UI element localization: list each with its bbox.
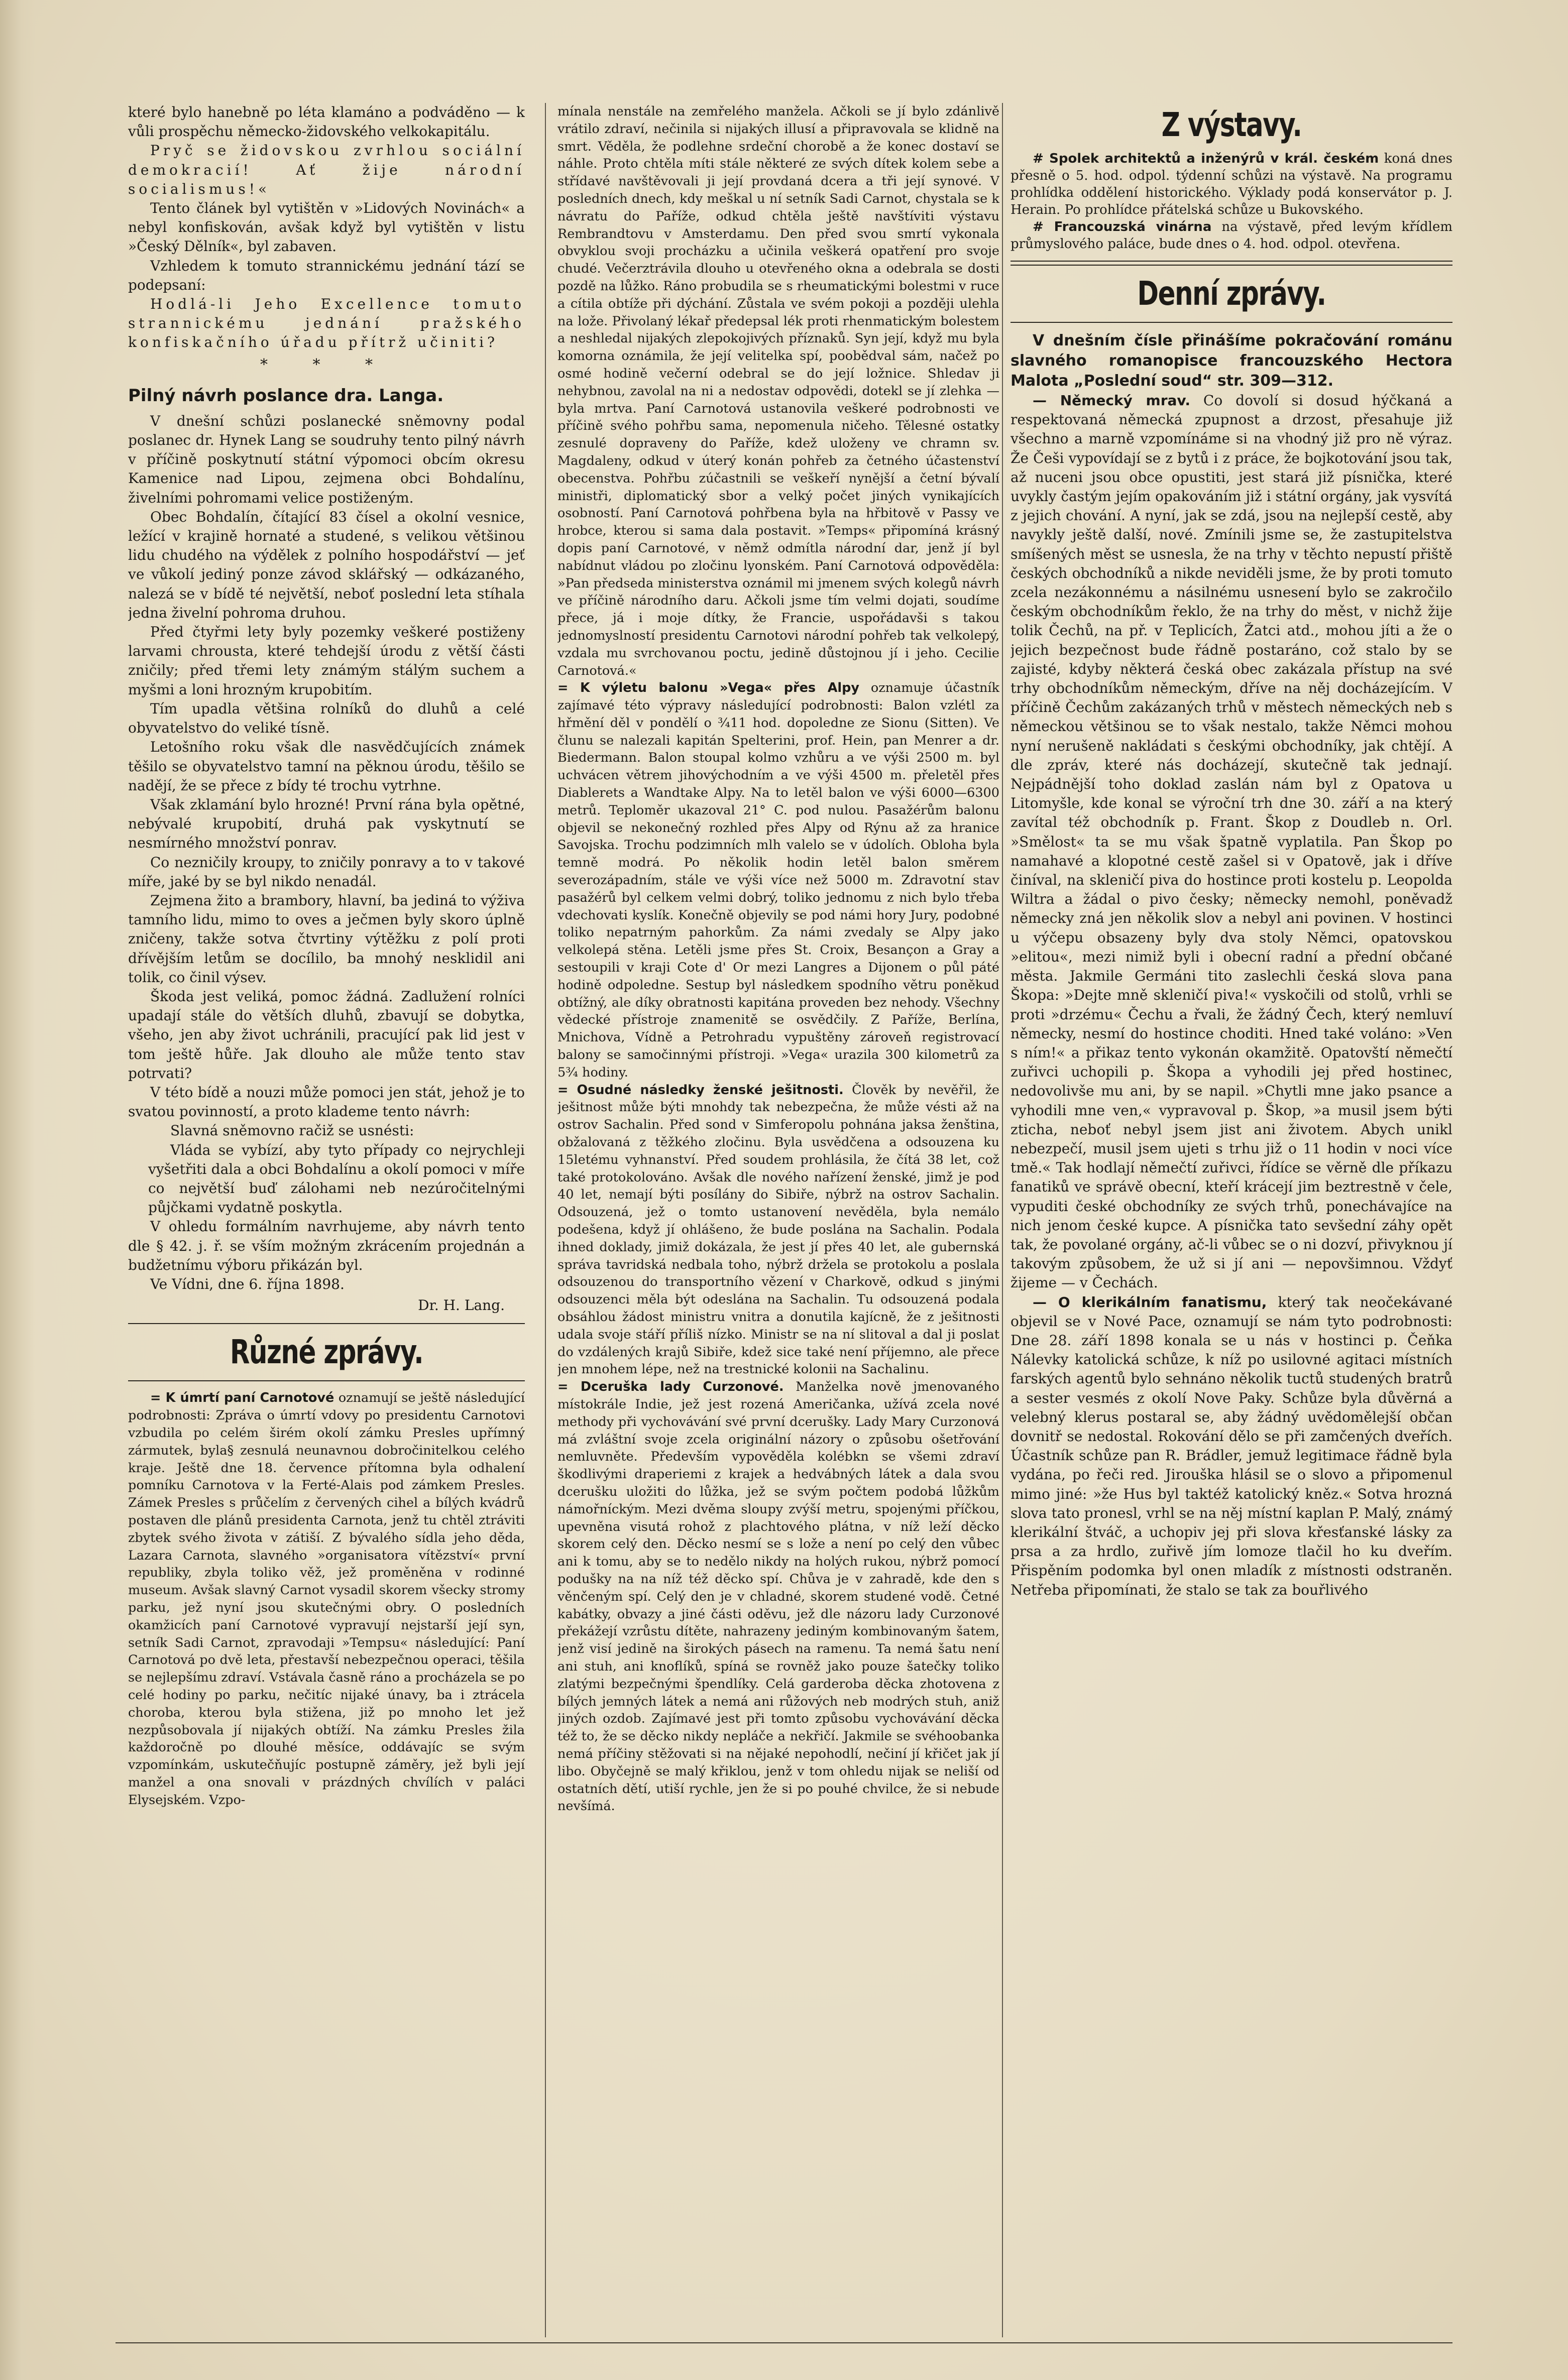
item-lead: # Spolek architektů a inženýrů v král. českém	[1033, 151, 1379, 166]
paragraph: V ohledu formálním navrhujeme, aby návrh tento dle § 42. j. ř. se vším možným zkrácením projednán a budžetnímu výboru přikázán byl.	[128, 1218, 525, 1273]
item-text: oznamuje účastník zajímavé této výpravy následující podrobnosti: Balon vzlétl za hřmění děl v pondělí o ¾11 hod. dopoledne ze Sionu (Sitten). Ve člunu se nalezali kapitán Spelterini, prof. Hein, pan Menrer a dr. Biedermann. Balon stoupal kolmo vzhůru a ve výši 2500 m. byl uchvácen větrem jihovýchodním a ve výši 4500 m. přeletěl přes Diablerets a Wandtake Alpy. Na to letěl balon ve výši 6000—6300 metrů. Teploměr ukazoval 21° C. pod nulou. Pasažérům balonu objevil se nekonečný rozhled přes Alpy od Rýnu až za hranice Savojska. Trochu podzimních mlh valelo se v údolích. Obloha byla temně modrá. Po několik hodin letěl balon směrem severozápadním, stále ve výši více než 5000 m. Zdravotní stav pasažérů byl celkem velmi dobrý, toliko jednomu z nich bylo třeba vdechovati kyslík. Konečně objevily se pod námi hory Jury, podobné toliko nepatrným pahorkům. Za námi zvedaly se Alpy jako velkolepá stěna. Letěli jsme přes St. Croix, Besançon a Gray a sestoupili v kraji Cote d' Or mezi Langres a Dijonem o půl páté hodině odpoledne. Sestup byl následkem spodního větru poněkud obtížný, ale díky obratnosti kapitána proveden bez nehody. Všechny vědecké přístroje znamenitě se osvědčily. Z Paříže, Berlína, Mnichova, Vídně a Petrohradu vypuštěny zároveň registrovací balony se samočinnými přístroji. »Vega« urazila 300 kilometrů za 5¾ hodiny.	[557, 680, 999, 1080]
item-lead: = K úmrtí paní Carnotové	[150, 1390, 334, 1406]
item-text: Manželka nově jmenovaného místokrále Indie, jež jest rozená Američanka, užívá zcela nové methody při vychovávání své první dcerušky. Lady Mary Curzonová má zvláštní svoje zcela originální názory o způsobu ošetřování nemluvněte. Především vypověděla kolébkn se všemi zdraví škodlivými draperiemi z krajek a hedvábných látek a dala svou dcerušku uložiti do lůžka, jež se svým počtem podobá lůžkům námořníckým. Mezi dvěma sloupy zvýší metru, spojenými příčkou, upevněna visutá rohož z plachtového plátna, v níž leží děcko skorem celý den. Děcko nesmí se s lože a není po celý den vůbec ani k tomu, aby se to nedělo nikdy na holých rukou, nýbrž pomocí podušky na na níž též děcko spí. Chůva je v zahradě, kde den s věnčeným spí. Celý den je v chladné, skorem studené vodě. Četné kabátky, obvazy a jiné části oděvu, jež dle názoru lady Curzonové překážejí vzrůstu dítěte, nahrazeny jediným kombinovaným šatem, jenž visí jedině na širokých pásech na ramenu. Ta nemá šatu není ani stuh, ani knoflíků, spíná se rovněž jako pouze šatečky toliko zlatými bezpečnými špendlíky. Celá garderoba děcka zhotovena z bílých jemných látek a nemá ani růžových neb modrých stuh, aniž jiných ozdob. Zajímavé jest při tomto způsobu vychovávání děcka též to, že se děcko nikdy nepláče a nekřičí. Jakmile se svéhoobanka nemá příčiny stěžovati si na nějaké nepohodlí, nečiní jí křičet jak jí libo. Obyčejně se malý křiklou, jenž v tom ohledu nijak se neliší od ostatních dětí, utiší rychle, jen že si po pouhé chvilce, že si nebude nevšímá.	[557, 1379, 999, 1814]
paragraph: Pryč se židovskou zvrhlou sociální demokracií! Ať žije národní socialismus!«	[128, 142, 525, 197]
item-text: oznamují se ještě následující podrobnosti: Zpráva o úmrtí vdovy po presidentu Carnotovi vzbudila po celém širém okolí zámku Presles upřímný zármutek, byla§ zesnulá neunavnou dobročinitelkou celého kraje. Ještě dne 18. července přítomna byla odhalení pomníku Carnotova v la Ferté-Alais pod zámkem Presles. Zámek Presles s průčelím z červených cihel a bílých kvádrů postaven dle plánů presidenta Carnota, jenž tu chtěl ztráviti zbytek svého života v zátiší. Z bývalého sídla jeho děda, Lazara Carnota, slavného »organisatora vítězství« první republiky, zbyla toliko věž, jež proměněna v rodinné museum. Avšak slavný Carnot vysadil skorem všecky stromy parku, jež nyní jsou skutečnými obry. O posledních okamžicích paní Carnotové vypravují nejstarší její syn, setník Sadi Carnot, zpravodaji »Tempsu« následující: Paní Carnotová po dvě leta, přestavší nebezpečnou operaci, těšila se nejlepšímu zdraví. Vstávala časně ráno a procházela se po celé hodiny po parku, nečitíc nijaké únavy, ba i ztrácela choroba, kterou byla stižena, již po mnoho let jež nezpůsobovala jí nijakých obtíží. Na zámku Presles žila každoročně po dlouhé měsíce, oddávajíc se svým vzpomínkám, uskutečňujíc postupně záměry, jež byli její manžel a ona snovali v prázdných chvílích v paláci Elysejském. Vzpo-	[128, 1390, 525, 1808]
item-lead: = K výletu balonu »Vega« přes Alpy	[557, 680, 860, 696]
divider	[128, 1323, 525, 1324]
paragraph: Škoda jest veliká, pomoc žádná. Zadlužení rolníci upadají stále do větších dluhů, zbavují se dobytka, všeho, jen aby život uchránili, pracující pak lid jest v tom ještě hůře. Jak dlouho ale může tento stav potrvati?	[128, 988, 525, 1082]
paragraph	[1011, 1293, 1452, 1600]
item-lead: = Dceruška lady Curzonové.	[557, 1379, 784, 1395]
paragraph: Letošního roku však dle nasvědčujících známek těšilo se obyvatelstvo tamní na pěknou úrodu, těšilo se nadějí, že se přece z bídy té trochu vytrhne.	[128, 739, 525, 794]
item-text: na výstavě, před levým křídlem průmyslového paláce, bude dnes o 4. hod. odpol. otevřena.	[1011, 219, 1452, 252]
paragraph: Vláda se vybízí, aby tyto případy co nejrychleji vyšetřiti dala a obci Bohdalínu a okolí pomoci v míře co největší buď zálohami neb nezúročitelnými půjčkami vydatně poskytla.	[148, 1141, 525, 1216]
section-heading: Různé zprávy.	[230, 1333, 423, 1372]
dateline: Ve Vídni, dne 6. října 1898.	[150, 1275, 345, 1292]
item-lead: = Osudné následky ženské ješitnosti.	[557, 1082, 844, 1098]
item-text: Člověk by nevěřil, že ješitnost může býti mnohdy tak nebezpečna, že může vésti až na ostrov Sachalin. Před sond v Simferopolu pohnána jaksa ženština, obžalovaná z těžkého zločinu. Byla usvědčena a odsouzena ku 15letému vyhnanství. Před soudem prohlásila, že čítá 38 let, což také protokolováno. Avšak dle nového nařízení ženské, jimž je pod 40 let, nemají býti posílány do Sibiře, nýbrž na ostrov Sachalin. Odsouzená, jež o tomto ustanovení nevěděla, byla nemálo podešena, když jí ohlášeno, že bude poslána na Sachalin. Podala ihned doklady, jimiž dokázala, že jest jí přes 40 let, ale gubernská správa tavridská nedbala toho, nýbrž držela se protokolu a poslala odsouzenou do transportního vězení v Charkově, odkud s jinými odsouzenci měla být odeslána na Sachalin. Tu odsouzená podala obsáhlou žádost ministru vnitra a donutila kajícně, že z ješitnosti udala svoje stáří příliš nízko. Ministr se na ní slitoval a dal ji poslat do vzdálených krajů Sibiře, kdež sice také není příjemno, ale přece jen mnohem lépe, než na trestnické kolonii na Sachalinu.	[557, 1082, 999, 1377]
page-edge	[0, 0, 35, 2380]
paragraph: Co nezničily kroupy, to zničily ponravy a to v takové míře, jaké by se byl nikdo nenadál.	[128, 854, 525, 890]
item-text: Co dovolí si dosud hýčkaná a respektovaná německá zpupnost a drzost, přesahuje již všechno a marně vzpomínáme si na vhodný již pro ně výraz. Že Češi vypovídají se z bytů i z práce, že bojkotování jsou tak, až nuceni jsou obce opustiti, jest stará již písnička, které uvykly častým jejím opakováním již i státní orgány, jak vysvítá z jejich chování. A nyní, jak se zdá, jsou na nejlepší cestě, aby navykly ještě další, nové. Zmínili jsme se, že zastupitelstva smíšených měst se usnesla, že na trhy v těchto nepustí přiště českých obchodníků a nikde neviděli jsme, že by proti tomuto zcela nezákonnému a násilnému usnesení bylo se zakročilo českým obchodníkům řeklo, že na trhy do měst, v nichž žije tolik Čechů, na př. v Teplicích, Žatci atd., mohou jíti a že o jejich bezpečnost bude řádně postaráno, což stalo by se zajisté, kdyby některá česká obec zakázala přístup na své trhy obchodníkům německým, dříve na něj docházejícím. V příčině Čechům zakázaných trhů v městech německých neb s německou většinou se to však nestalo, takže Němci mohou nyní nerušeně nakládati s českými obchodníky, jak chtějí. A dle zpráv, které nás docházejí, skutečně tak jednají. Nejpádnější toho doklad zaslán nám byl z Opatova u Litomyšle, kde konal se výroční trh dne 30. září a na který zavítal též obchodník p. Frant. Škop z Doudleb n. Orl. »Smělost« ta se mu však špatně vyplatila. Pan Škop po namahavé a klopotné cestě zašel si v Opatově, jak i dříve činíval, na skleničí piva do hostince proti kostelu p. Leopolda Wiltra a žádal o pivo česky; německy nemohl, poněvadž německy zná jen několik slov a nebyl ani povinen. V hostinci u výčepu obsazeny byly dva stoly Němci, opatovskou »elitou«, mezi nimiž byli i obecní radní a přední občané města. Jakmile Germáni tito zaslechli česká slova pana Škopa: »Dejte mně skleničí piva!« vyskočili od stolů, vrhli se proti »drzému« Čechu a řvali, že žádný Čech, který nemluví německy, nesmí do hostince choditi. Hned také voláno: »Ven s ním!« a přikaz tento vykonán okamžitě. Opatovští němečtí zuřivci uchopili p. Škopa a vyhodili jej před hostinec, nedovolivše mu ani, by se napil. »Chytli mne jako psance a vyhodili mne ven,« vypravoval p. Škop, »a musil jsem býti zticha, neboť nebyl jsem jist ani životem. Abych unikl nebezpečí, musil jsem ujeti s trhu již o 11 hodin v noci více tmě.« Tak hodlají němečtí zuřivci, řídíce se věrně dle příkazu fanatiků ve správě obecní, kteří krácejí jim beztrestně v čele, vypuditi české obchodníky ze svých trhů, ponechávajíce na nich jenom české kupce. A písnička tato sevšední záhy opět tak, že povolané orgány, ač-li vůbec se o ni dozví, přivyknou jí takovým způsobem, že už si jí ani — nepovšimnou. Vždyť žijeme — v Čechách.	[1011, 392, 1452, 1291]
column-rule	[545, 103, 546, 2337]
paragraph: mínala nenstále na zemřelého manžela. Ačkoli se jí bylo zdánlivě vrátilo zdraví, nečinila si nijakých illusí a připravovala se klidně na smrt. Věděla, že podlehne srdeční chorobě a že konec dostaví se náhle. Proto chtěla míti stále některé ze svých dítek kolem sebe a střídavé navštěvovali ji její provdaná dcera a tři její synové. V posledních dnech, kdy meškal u ní setník Sadi Carnot, chystala se k návratu do Paříže, odkud chtěla ještě navštíviti výstavu Rembrandtovu v Amsterdamu. Den před svou smrtí vykonala obvyklou svoji procházku a učinila veškerá opatření pro svoje chudé. Večerztrávila dlouho u otevřeného okna a odebrala se dosti pozdě na lůžko. Ráno probudila se s rheumatickými bolestmi v ruce a cítila obtíže při dýchání. Zůstala ve svém pokoji a později ulehla na lože. Přivolaný lékař předepsal lék proti rhenmatickým bolestem a neshledal nijakých zlepokojivých příznaků. Syn její, když mu byla komorna oznámila, že její velitelka spí, poobědval sám, načež po osmé hodině večerní odebral se do její ložnice. Shledav ji nehybnou, zavolal na ni a nedostav odpovědi, dotekl se jí zlehka — byla mrtva. Paní Carnotová ustanovila veškeré podrobnosti ve příčině svého pohřbu sama, nepomenula ničeho. Tělesné ostatky zesnulé dopraveny do Paříže, kdež uloženy ve chramn sv. Magdaleny, odkud v úterý konán pohřeb za četného účastenství obecenstva. Pohřbu zúčastnili se veškeří nynější a četní bývalí ministři, diplomatický sbor a velký počet jiných vynikajících osobností. Paní Carnotová pohřbena byla na hřbitově v Passy ve hrobce, kterou si sama dala postavit. »Temps« připomíná krásný dopis paní Carnotové, v němž odmítla národní dar, jenž jí byl nabídnut vládou po zločinu lyonském. Paní Carnotová odpověděla: »Pan předseda ministerstva oznámil mi jmenem svých kolegů návrh ve příčině národního daru. Ačkoli jsme tím velmi dojati, soudíme přece, já i moje dítky, že Francie, uspořádavši s takou jednomyslností presidentu Carnotovi národní pohřeb tak velkolepý, vzdala mu svrchovanou poctu, jedině důstojnou jí i jeho. Cecilie Carnotová.«	[557, 104, 999, 678]
paragraph: V této bídě a nouzi může pomoci jen stát, jehož je to svatou povinností, a proto klademe tento návrh:	[128, 1084, 525, 1120]
item-text: koná dnes přesně o 5. hod. odpol. týdenní schůzi na výstavě. Na programu prohlídka oddělení historického. Výklady podá konservátor p. J. Herain. Po prohlídce přátelská schůze u Bukovského.	[1011, 151, 1452, 217]
paragraph: Hodlá-li Jeho Excellence tomuto strannickému jednání pražského konfiskačního úřadu přítrž učiniti?	[128, 296, 525, 351]
paragraph: V dnešní schůzi poslanecké sněmovny podal poslanec dr. Hynek Lang se soudruhy tento pilný návrh v příčině poskytnutí státní výpomoci obcím okresu Kamenice nad Lipou, zejmena obci Bohdalínu, živelními pohromami velice postiženým.	[128, 412, 525, 506]
item-lead: — Německý mrav.	[1033, 392, 1191, 409]
paragraph: Zejmena žito a brambory, hlavní, ba jediná to výživa tamního lidu, mimo to oves a ječmen byly skoro úplně zničeny, takže sotva čtvrtiny výtěžku z polí proti dřívějším letům se docílilo, ba mnohý nesklidil ani tolik, co činil výsev.	[128, 892, 525, 986]
paragraph	[557, 679, 999, 1081]
item-lead: # Francouzská vinárna	[1033, 219, 1212, 234]
paragraph	[1011, 218, 1452, 253]
item-lead: — O klerikálním fanatismu,	[1033, 1293, 1267, 1311]
separator-dots: * * *	[260, 355, 393, 374]
divider	[1011, 261, 1452, 266]
paragraph: Obec Bohdalín, čítající 83 čísel a okolní vesnice, ležící v krajině hornaté a studené, s velikou většinou lidu chudého na výdělek z polního hospodářství — jeť ve vůkolí jediný ponze závod sklářský — odkázaného, nalezá se v bídě té největší, neboť poslední leta stíhala jedna živelní pohroma druhou.	[128, 508, 525, 621]
paragraph	[557, 1082, 999, 1379]
section-heading: Z výstavy.	[1161, 105, 1302, 144]
paragraph: Však zklamání bylo hrozné! První rána byla opětné, nebývalé krupobití, druhá pak vyskytnutí se nesmírného množství ponrav.	[128, 796, 525, 852]
column-2	[557, 103, 999, 2337]
column-3	[1011, 103, 1452, 2337]
paragraph	[128, 1389, 525, 1809]
paragraph	[557, 1378, 999, 1815]
paragraph	[1011, 150, 1452, 218]
section-heading: Denní zprávy.	[1137, 274, 1326, 313]
divider	[128, 1380, 525, 1381]
paragraph: které bylo hanebně po léta klamáno a podváděno — k vůli prospěchu německo-židovského velkokapitálu.	[128, 104, 525, 140]
item-text: který tak neočekávané objevil se v Nové Pace, oznamují se nám tyto podrobnosti: Dne 28. září 1898 konala se u nás v hostinci p. Čeňka Nálevky katolická schůze, k níž po usilovné agitaci místních farských agentů bylo sehnáno několik tuctů studených bratrů a sester vesmés z okolí Nove Paky. Schůze byla důvěrná a velebný klerus postaral se, aby žádný uvědomělejší občan dovnitř se nedostal. Rokování dělo se při zamčených dveřích. Účastník schůze pan R. Brádler, jemuž legitimace řádně byla vydána, po řeči red. Jirouška hlásil se o slovo a připomenul mimo jiné: »že Hus byl taktéž katolický kněz.« Sotva hrozná slova tato pronesl, vrhl se na něj místní kaplan P. Malý, známý klerikální štváč, a uchopiv jej při slova křesťanské lásky za prsa a za hrdlo, zuřivě jím lomoze tlačil ho ku dveřím. Přispěním podomka byl onen mladík z místnosti odstraněn. Netřeba připomínati, že stalo se tak za bouřlivého	[1011, 1293, 1452, 1598]
divider	[1011, 322, 1452, 323]
paragraph: Vzhledem k tomuto strannickému jednání tází se podepsaní:	[128, 257, 525, 293]
paragraph: Před čtyřmi lety byly pozemky veškeré postiženy larvami chrousta, které tehdejší úrodu z větší části zničily; před třemi lety známým stálým suchem a myšmi a loni hrozným krupobitím.	[128, 624, 525, 698]
signature: Dr. H. Lang.	[418, 1297, 505, 1314]
paragraph: Slavná sněmovno račiž se usnésti:	[170, 1122, 414, 1139]
paragraph: Tento článek byl vytištěn v »Lidových Novinách« a nebyl konfiskován, avšak když byl vytištěn v listu »Český Dělník«, byl zabaven.	[128, 200, 525, 255]
column-1	[128, 103, 525, 2337]
paragraph: Tím upadla většina rolníků do dluhů a celé obyvatelstvo do veliké tísně.	[128, 700, 525, 737]
footer-rule	[116, 2342, 1452, 2343]
paragraph	[1011, 391, 1452, 1293]
column-rule	[1002, 103, 1003, 2337]
paragraph: V dnešním čísle přinášíme pokračování románu slavného romanopisce francouzského Hectora Malota „Poslední soud“ str. 309—312.	[1011, 332, 1452, 390]
article-heading: Pilný návrh poslance dra. Langa.	[128, 385, 444, 406]
